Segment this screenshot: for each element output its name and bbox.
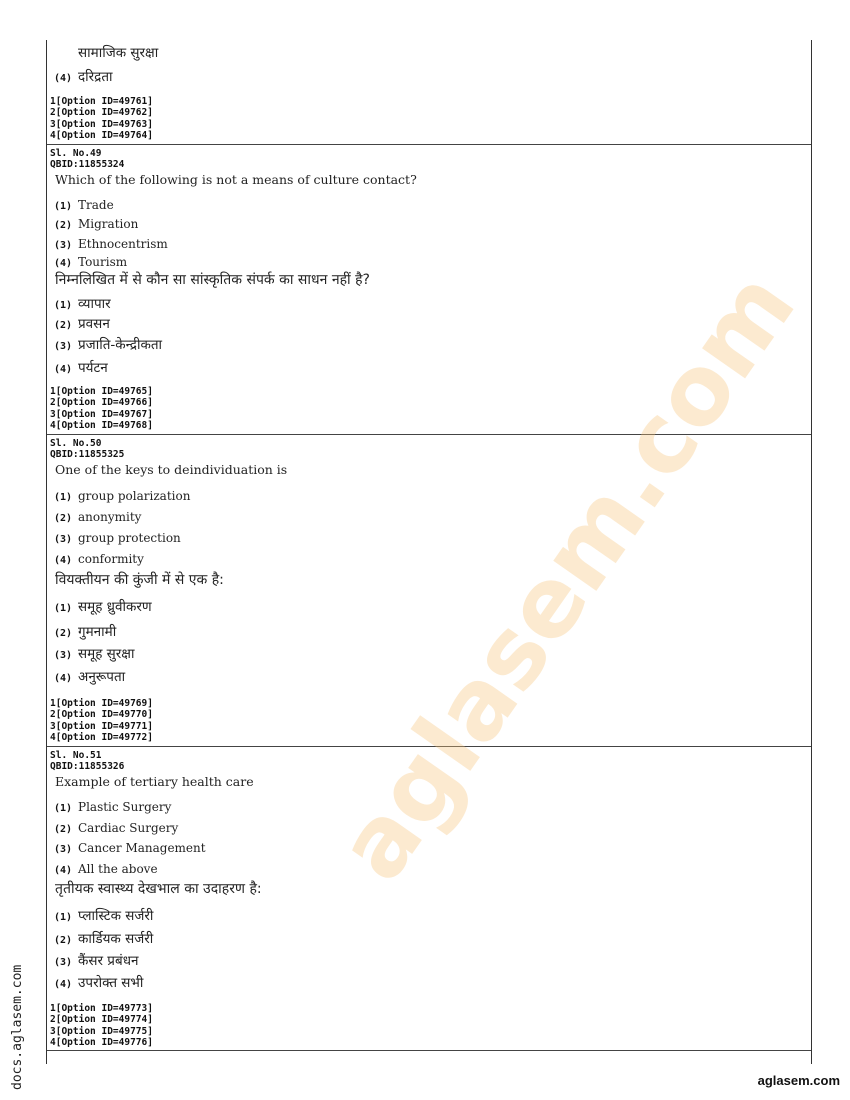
option-number: (4) — [54, 73, 73, 84]
option-number: (4) — [54, 555, 73, 566]
option-text: कार्डियक सर्जरी — [78, 931, 154, 947]
question-meta — [50, 438, 124, 460]
option-number: (2) — [54, 824, 73, 835]
option-id: 2[Option ID=49766] — [50, 397, 153, 409]
option-number: (2) — [54, 220, 73, 231]
option-id: 1[Option ID=49761] — [50, 96, 153, 107]
option-text: Tourism — [78, 255, 128, 269]
option-en-3 — [54, 233, 168, 252]
option-hi-2 — [54, 928, 153, 947]
option-hi-4 — [54, 666, 125, 685]
option-en-2 — [54, 817, 178, 836]
serial-number: Sl. No.51 — [50, 750, 102, 761]
option-en-2 — [54, 506, 141, 525]
option-number: (2) — [54, 628, 73, 639]
option-hi-1 — [54, 293, 111, 312]
option-number: (2) — [54, 513, 73, 524]
serial-number: Sl. No.49 — [50, 148, 102, 159]
question-text-english: Example of tertiary health care — [55, 774, 254, 789]
watermark-logo: aglasem.com — [316, 251, 817, 901]
option-hi-2 — [54, 621, 116, 640]
question-text-hindi: वियक्तीयन की कुंजी में से एक है: — [55, 572, 224, 588]
option-number: (3) — [54, 534, 73, 545]
option-text: प्रवसन — [78, 316, 110, 332]
question-meta — [50, 148, 124, 170]
option-text: anonymity — [78, 510, 142, 524]
option-id: 1[Option ID=49765] — [50, 386, 153, 397]
option-hi-4 — [54, 972, 143, 991]
option-text: समूह ध्रुवीकरण — [78, 599, 152, 615]
option-id: 3[Option ID=49767] — [50, 408, 153, 420]
option-id-list — [50, 96, 153, 141]
side-url-text[interactable]: docs.aglasem.com — [10, 964, 25, 1090]
option-text: समूह सुरक्षा — [78, 646, 135, 662]
option-en-1 — [54, 194, 114, 213]
option-text: गुमनामी — [78, 624, 117, 640]
option-id: 2[Option ID=49762] — [50, 107, 153, 119]
option-text: Cancer Management — [78, 841, 206, 855]
option-id: 2[Option ID=49774] — [50, 1014, 153, 1026]
option-number: (1) — [54, 912, 73, 923]
option-id: 1[Option ID=49773] — [50, 1003, 153, 1014]
option-id: 2[Option ID=49770] — [50, 709, 153, 721]
option-id: 3[Option ID=49763] — [50, 118, 153, 130]
option-text: Plastic Surgery — [78, 800, 172, 814]
qbid: QBID:11855326 — [50, 761, 125, 772]
option-text: Cardiac Surgery — [78, 821, 179, 835]
option-text: अनुरूपता — [78, 669, 126, 685]
option-hi-3 — [54, 334, 162, 353]
question-text-english: One of the keys to deindividuation is — [55, 462, 288, 477]
option-text: conformity — [78, 552, 144, 566]
option-text: group polarization — [78, 489, 191, 503]
option-hi-2 — [54, 313, 110, 332]
option-number: (2) — [54, 320, 73, 331]
divider — [47, 434, 811, 435]
option-id: 4[Option ID=49764] — [50, 129, 153, 141]
option-hi-1 — [54, 596, 152, 615]
option-number: (1) — [54, 492, 73, 503]
option-text: All the above — [78, 862, 158, 876]
option-number: (4) — [54, 258, 73, 269]
option-number: (1) — [54, 201, 73, 212]
carryover-option-4 — [54, 66, 113, 85]
question-text-hindi: तृतीयक स्वास्थ्य देखभाल का उदाहरण है: — [55, 881, 262, 897]
option-number: (4) — [54, 673, 73, 684]
option-number: (1) — [54, 300, 73, 311]
option-en-4 — [54, 548, 144, 567]
option-en-4 — [54, 251, 127, 270]
option-hi-3 — [54, 950, 139, 969]
option-number: (4) — [54, 364, 73, 375]
option-number: (4) — [54, 865, 73, 876]
brand-link[interactable]: aglasem.com — [757, 1073, 840, 1088]
question-paper-frame — [46, 40, 812, 1064]
option-id: 4[Option ID=49776] — [50, 1036, 153, 1048]
option-id: 3[Option ID=49775] — [50, 1025, 153, 1037]
option-text: दरिद्रता — [78, 69, 113, 85]
option-id-list — [50, 386, 153, 431]
option-number: (3) — [54, 650, 73, 661]
option-text: प्लास्टिक सर्जरी — [78, 908, 154, 924]
option-hi-3 — [54, 643, 134, 662]
option-id: 3[Option ID=49771] — [50, 720, 153, 732]
option-en-1 — [54, 485, 190, 504]
carryover-option-3 — [78, 42, 158, 61]
option-number: (1) — [54, 603, 73, 614]
option-number: (1) — [54, 803, 73, 814]
option-number: (3) — [54, 957, 73, 968]
option-id: 4[Option ID=49772] — [50, 731, 153, 743]
option-text: Trade — [78, 198, 114, 212]
option-text: पर्यटन — [78, 360, 108, 376]
serial-number: Sl. No.50 — [50, 438, 102, 449]
option-en-2 — [54, 213, 138, 232]
option-number: (4) — [54, 979, 73, 990]
option-hi-1 — [54, 905, 153, 924]
option-text: group protection — [78, 531, 181, 545]
divider — [47, 746, 811, 747]
option-hi-4 — [54, 357, 108, 376]
option-number: (2) — [54, 935, 73, 946]
option-text: व्यापार — [78, 296, 111, 312]
divider — [47, 1050, 811, 1051]
qbid: QBID:11855325 — [50, 449, 125, 460]
option-en-3 — [54, 837, 206, 856]
option-en-3 — [54, 527, 181, 546]
option-en-1 — [54, 796, 171, 815]
option-id-list — [50, 698, 153, 743]
option-id: 4[Option ID=49768] — [50, 419, 153, 431]
option-text: Migration — [78, 217, 139, 231]
option-number: (3) — [54, 240, 73, 251]
option-number: (3) — [54, 341, 73, 352]
qbid: QBID:11855324 — [50, 159, 125, 170]
option-id: 1[Option ID=49769] — [50, 698, 153, 709]
question-text-english: Which of the following is not a means of culture contact? — [55, 172, 417, 187]
divider — [47, 144, 811, 145]
option-text: सामाजिक सुरक्षा — [78, 45, 159, 61]
option-id-list — [50, 1003, 153, 1048]
option-en-4 — [54, 858, 158, 877]
option-text: कैंसर प्रबंधन — [78, 953, 139, 969]
option-text: Ethnocentrism — [78, 237, 168, 251]
option-text: उपरोक्त सभी — [78, 975, 144, 991]
question-text-hindi: निम्नलिखित में से कौन सा सांस्कृतिक संपर्क का साधन नहीं है? — [55, 272, 370, 288]
question-meta — [50, 750, 124, 772]
option-text: प्रजाति-केन्द्रीकता — [78, 337, 163, 353]
option-number: (3) — [54, 844, 73, 855]
